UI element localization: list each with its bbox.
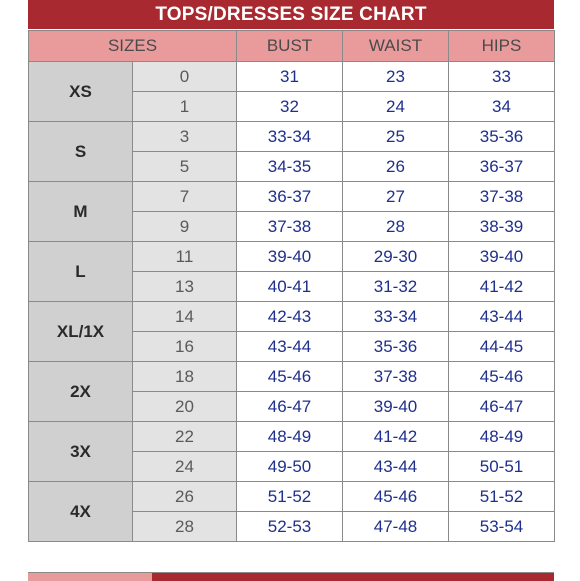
size-number: 0 — [133, 62, 237, 92]
bust-value: 42-43 — [237, 302, 343, 332]
size-label: L — [29, 242, 133, 302]
hips-value: 46-47 — [449, 392, 555, 422]
header-bust: BUST — [237, 31, 343, 62]
waist-value: 47-48 — [343, 512, 449, 542]
waist-value: 39-40 — [343, 392, 449, 422]
waist-value: 37-38 — [343, 362, 449, 392]
header-row — [29, 31, 555, 62]
size-number: 9 — [133, 212, 237, 242]
bust-value: 34-35 — [237, 152, 343, 182]
size-number: 20 — [133, 392, 237, 422]
waist-value: 41-42 — [343, 422, 449, 452]
bust-value: 52-53 — [237, 512, 343, 542]
waist-value: 28 — [343, 212, 449, 242]
waist-value: 43-44 — [343, 452, 449, 482]
waist-value: 26 — [343, 152, 449, 182]
waist-value: 31-32 — [343, 272, 449, 302]
size-chart — [28, 0, 554, 542]
hips-value: 44-45 — [449, 332, 555, 362]
size-number: 5 — [133, 152, 237, 182]
table-row — [29, 482, 555, 512]
hips-value: 45-46 — [449, 362, 555, 392]
bust-value: 40-41 — [237, 272, 343, 302]
hips-value: 39-40 — [449, 242, 555, 272]
bust-value: 37-38 — [237, 212, 343, 242]
waist-value: 35-36 — [343, 332, 449, 362]
header-sizes: SIZES — [29, 31, 237, 62]
hips-value: 34 — [449, 92, 555, 122]
size-number: 13 — [133, 272, 237, 302]
table-row — [29, 422, 555, 452]
size-label: 2X — [29, 362, 133, 422]
size-number: 3 — [133, 122, 237, 152]
hips-value: 38-39 — [449, 212, 555, 242]
hips-value: 35-36 — [449, 122, 555, 152]
bust-value: 49-50 — [237, 452, 343, 482]
hips-value: 48-49 — [449, 422, 555, 452]
hips-value: 41-42 — [449, 272, 555, 302]
table-row — [29, 182, 555, 212]
size-label: M — [29, 182, 133, 242]
waist-value: 24 — [343, 92, 449, 122]
size-number: 16 — [133, 332, 237, 362]
size-number: 18 — [133, 362, 237, 392]
size-number: 22 — [133, 422, 237, 452]
waist-value: 29-30 — [343, 242, 449, 272]
bust-value: 45-46 — [237, 362, 343, 392]
table-row — [29, 302, 555, 332]
size-number: 7 — [133, 182, 237, 212]
bust-value: 33-34 — [237, 122, 343, 152]
header-hips: HIPS — [449, 31, 555, 62]
size-number: 14 — [133, 302, 237, 332]
bust-value: 48-49 — [237, 422, 343, 452]
table-row — [29, 62, 555, 92]
bust-value: 46-47 — [237, 392, 343, 422]
size-table — [28, 30, 555, 542]
size-number: 26 — [133, 482, 237, 512]
hips-value: 53-54 — [449, 512, 555, 542]
hips-value: 43-44 — [449, 302, 555, 332]
size-number: 28 — [133, 512, 237, 542]
waist-value: 33-34 — [343, 302, 449, 332]
waist-value: 23 — [343, 62, 449, 92]
waist-value: 27 — [343, 182, 449, 212]
size-label: 3X — [29, 422, 133, 482]
size-number: 24 — [133, 452, 237, 482]
bust-value: 36-37 — [237, 182, 343, 212]
bust-value: 32 — [237, 92, 343, 122]
table-row — [29, 242, 555, 272]
hips-value: 36-37 — [449, 152, 555, 182]
table-row — [29, 122, 555, 152]
bust-value: 39-40 — [237, 242, 343, 272]
hips-value: 37-38 — [449, 182, 555, 212]
hips-value: 50-51 — [449, 452, 555, 482]
waist-value: 45-46 — [343, 482, 449, 512]
bust-value: 51-52 — [237, 482, 343, 512]
size-label: XL/1X — [29, 302, 133, 362]
size-number: 1 — [133, 92, 237, 122]
size-label: S — [29, 122, 133, 182]
bust-value: 31 — [237, 62, 343, 92]
bust-value: 43-44 — [237, 332, 343, 362]
header-waist: WAIST — [343, 31, 449, 62]
table-row — [29, 362, 555, 392]
hips-value: 33 — [449, 62, 555, 92]
chart-title: TOPS/DRESSES SIZE CHART — [28, 0, 554, 30]
waist-value: 25 — [343, 122, 449, 152]
hips-value: 51-52 — [449, 482, 555, 512]
size-label: XS — [29, 62, 133, 122]
size-number: 11 — [133, 242, 237, 272]
size-label: 4X — [29, 482, 133, 542]
